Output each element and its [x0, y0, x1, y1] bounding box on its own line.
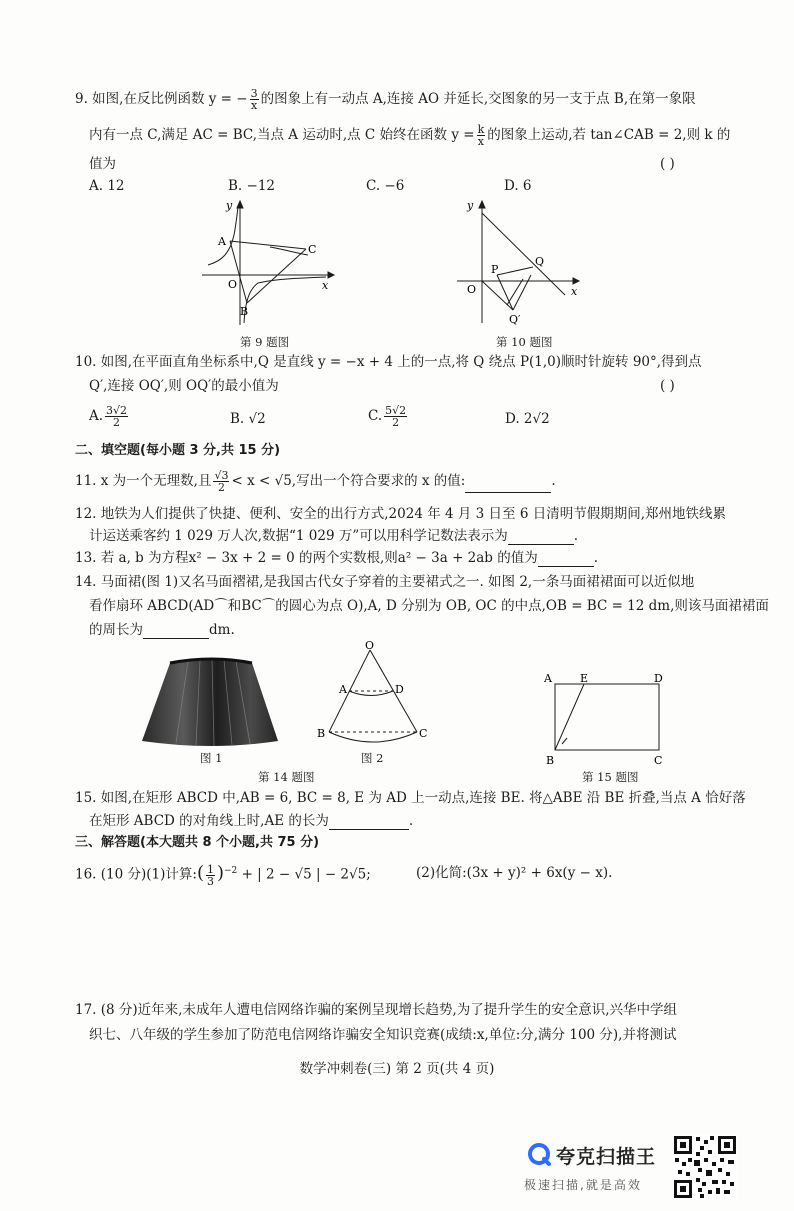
fig2-label-c: C	[419, 727, 428, 740]
q10-option-a: A. $\frac{3√2}{2}$	[89, 404, 128, 429]
fig1-skirt-shape	[142, 659, 278, 746]
fig2-segment-oc	[370, 650, 417, 732]
q17-line1: 17. (8 分)近年来,未成年人遭电信网络诈骗的案例呈现增长趋势,为了提升学生的安全意识,兴华中学组	[75, 1002, 678, 1018]
fig15-label-b: B	[546, 754, 555, 767]
q15-answer-blank[interactable]	[329, 815, 409, 830]
fig10-label-qprime: Q′	[509, 313, 521, 326]
q12-line2: 计运送乘客约 1 029 万人次,数据“1 029 万”可以用科学记数法表示为 .	[89, 528, 579, 544]
fig10-label-x: x	[571, 285, 578, 298]
q9-line1: 9. 如图,在反比例函数 y = − $\frac{3}{x}$ 的图象上有一动点 A,连接 AO 并延长,交图象的另一支于点 B,在第一象限	[75, 87, 696, 112]
q13-line: 13. 若 a, b 为方程x² − 3x + 2 = 0 的两个实数根,则a² − 3a + 2ab 的值为 .	[75, 550, 599, 566]
fig10-x-arrow	[573, 278, 579, 284]
q9-option-c: C. −6	[366, 178, 405, 194]
fig15-segment-be	[555, 684, 584, 750]
figure-1-label: 图 1	[200, 751, 223, 765]
fig9-label-x: x	[322, 279, 329, 292]
figure-9-caption: 第 9 题图	[240, 335, 290, 349]
fig10-label-o: O	[467, 283, 477, 296]
q9-line3: 值为	[89, 156, 116, 172]
fig2-arc-bc	[329, 732, 417, 742]
q10-option-c: C. $\frac{5√2}{2}$	[368, 404, 407, 429]
fig2-label-o: O	[365, 640, 375, 652]
fig9-label-c: C	[308, 243, 317, 256]
fig9-label-b: B	[240, 305, 249, 318]
q14-answer-blank[interactable]	[143, 624, 209, 639]
section-3-heading: 三、解答题(本大题共 8 个小题,共 75 分)	[75, 835, 320, 850]
figure-14-caption: 第 14 题图	[258, 770, 315, 784]
section-2-heading: 二、填空题(每小题 3 分,共 15 分)	[75, 443, 281, 458]
figure-10-caption: 第 10 题图	[496, 335, 553, 349]
fig15-label-e: E	[580, 672, 589, 685]
q15-line2: 在矩形 ABCD 的对角线上时,AE 的长为 .	[89, 813, 414, 829]
fig15-label-a: A	[544, 672, 552, 685]
fig15-label-d: D	[654, 672, 663, 685]
q16-part2: (2)化简:(3x + y)² + 6x(y − x).	[416, 865, 613, 881]
q9-fraction-3-over-x: $\frac{3}{x}$	[250, 87, 258, 112]
figure-1-skirt-photo	[140, 655, 280, 750]
fig15-fold-mark	[562, 738, 567, 744]
fig9-label-o: O	[228, 278, 238, 291]
q9-option-b: B. −12	[228, 178, 275, 194]
q16-line: 16. (10 分)(1)计算:( $\frac{1}{3}$ )$^{-2}$ + | 2 − √5 | − 2√5;	[75, 862, 371, 888]
q11-answer-blank[interactable]	[465, 478, 551, 493]
scanner-watermark	[518, 1130, 790, 1210]
fig10-label-q: Q	[535, 255, 545, 268]
fig10-y-arrow	[479, 201, 485, 208]
q10-option-b: B. √2	[230, 411, 266, 427]
page-footer: 数学冲刺卷(三) 第 2 页(共 4 页)	[299, 1061, 495, 1077]
fig2-arc-ad	[349, 691, 393, 696]
figure-2-label: 图 2	[361, 751, 384, 765]
scanner-slogan: 极速扫描,就是高效	[524, 1178, 642, 1192]
figure-10	[455, 195, 590, 330]
fig10-segment-oqprime	[482, 281, 513, 310]
q14-line1: 14. 马面裙(图 1)又名马面褶裙,是我国古代女子穿着的主要裙式之一. 如图 2,一条马面裙裙面可以近似地	[75, 574, 695, 590]
fig10-label-y: y	[467, 199, 474, 212]
q11-line: 11. x 为一个无理数,且 $\frac{√3}{2}$ < x < √5,写出一个符合要求的 x 的值: .	[75, 469, 556, 494]
fig9-segment-bc	[247, 249, 306, 303]
qr-code-icon	[672, 1134, 738, 1200]
scanner-logo-icon	[526, 1141, 552, 1167]
q9-option-d: D. 6	[504, 178, 532, 194]
q10-line2: Q′,连接 OQ′,则 OQ′的最小值为	[89, 378, 279, 394]
q12-line1: 12. 地铁为人们提供了快捷、便利、安全的出行方式,2024 年 4 月 3 日至 6 日清明节假期期间,郑州地铁线累	[75, 506, 727, 522]
fig10-segment-pqprime	[497, 275, 513, 310]
q9-answer-paren: ( )	[660, 156, 675, 172]
q10-line1: 10. 如图,在平面直角坐标系中,Q 是直线 y = −x + 4 上的一点,将 Q 绕点 P(1,0)顺时针旋转 90°,得到点	[75, 354, 702, 370]
fig2-label-a: A	[339, 683, 347, 696]
figure-9	[200, 195, 340, 330]
figure-2-sector-ring	[305, 640, 445, 752]
fig9-label-a: A	[218, 235, 226, 248]
fig10-segment-pq	[497, 267, 533, 275]
fig9-hyperbola-right	[244, 277, 326, 323]
fig9-segment-ab	[230, 241, 247, 303]
q10-option-d: D. 2√2	[505, 411, 550, 427]
q14-line2: 看作扇环 ABCD(AD⌒和BC⌒的圆心为点 O),A, D 分别为 OB, OC 的中点,OB = BC = 12 dm,则该马面裙裙面	[89, 598, 769, 614]
figure-15-rectangle	[540, 670, 675, 770]
q17-line2: 织七、八年级的学生参加了防范电信网络诈骗安全知识竞赛(成绩:x,单位:分,满分 100 分),并将测试	[89, 1027, 677, 1043]
fig10-segment-aux	[507, 279, 523, 305]
fig2-label-b: B	[317, 727, 326, 740]
fig10-label-p: P	[491, 263, 499, 276]
q13-answer-blank[interactable]	[538, 552, 594, 567]
q9-line2: 内有一点 C,满足 AC = BC,当点 A 运动时,点 C 始终在函数 y = $\frac{k}{x}$ 的图象上运动,若 tan∠CAB = 2,则 k 的	[89, 123, 731, 148]
fig10-line-y-neg-x-plus-4	[482, 213, 565, 295]
q14-line3: 的周长为 dm.	[89, 622, 235, 638]
q9-option-a: A. 12	[89, 178, 125, 194]
figure-15-caption: 第 15 题图	[582, 770, 639, 784]
fig9-label-y: y	[226, 199, 233, 212]
fig9-y-arrow	[237, 201, 243, 208]
q9-fraction-k-over-x: $\frac{k}{x}$	[477, 123, 485, 148]
scanner-brand-name: 夸克扫描王	[556, 1146, 657, 1168]
q12-answer-blank[interactable]	[508, 530, 574, 545]
fig9-segment-ac	[230, 241, 306, 249]
q15-line1: 15. 如图,在矩形 ABCD 中,AB = 6, BC = 8, E 为 AD 上一动点,连接 BE. 将△ABE 沿 BE 折叠,当点 A 恰好落	[75, 790, 746, 806]
q10-answer-paren: ( )	[660, 378, 675, 394]
fig9-x-arrow	[328, 272, 334, 278]
fig15-rectangle-abcd	[555, 684, 659, 750]
fig2-label-d: D	[395, 683, 404, 696]
fig15-label-c: C	[654, 754, 663, 767]
